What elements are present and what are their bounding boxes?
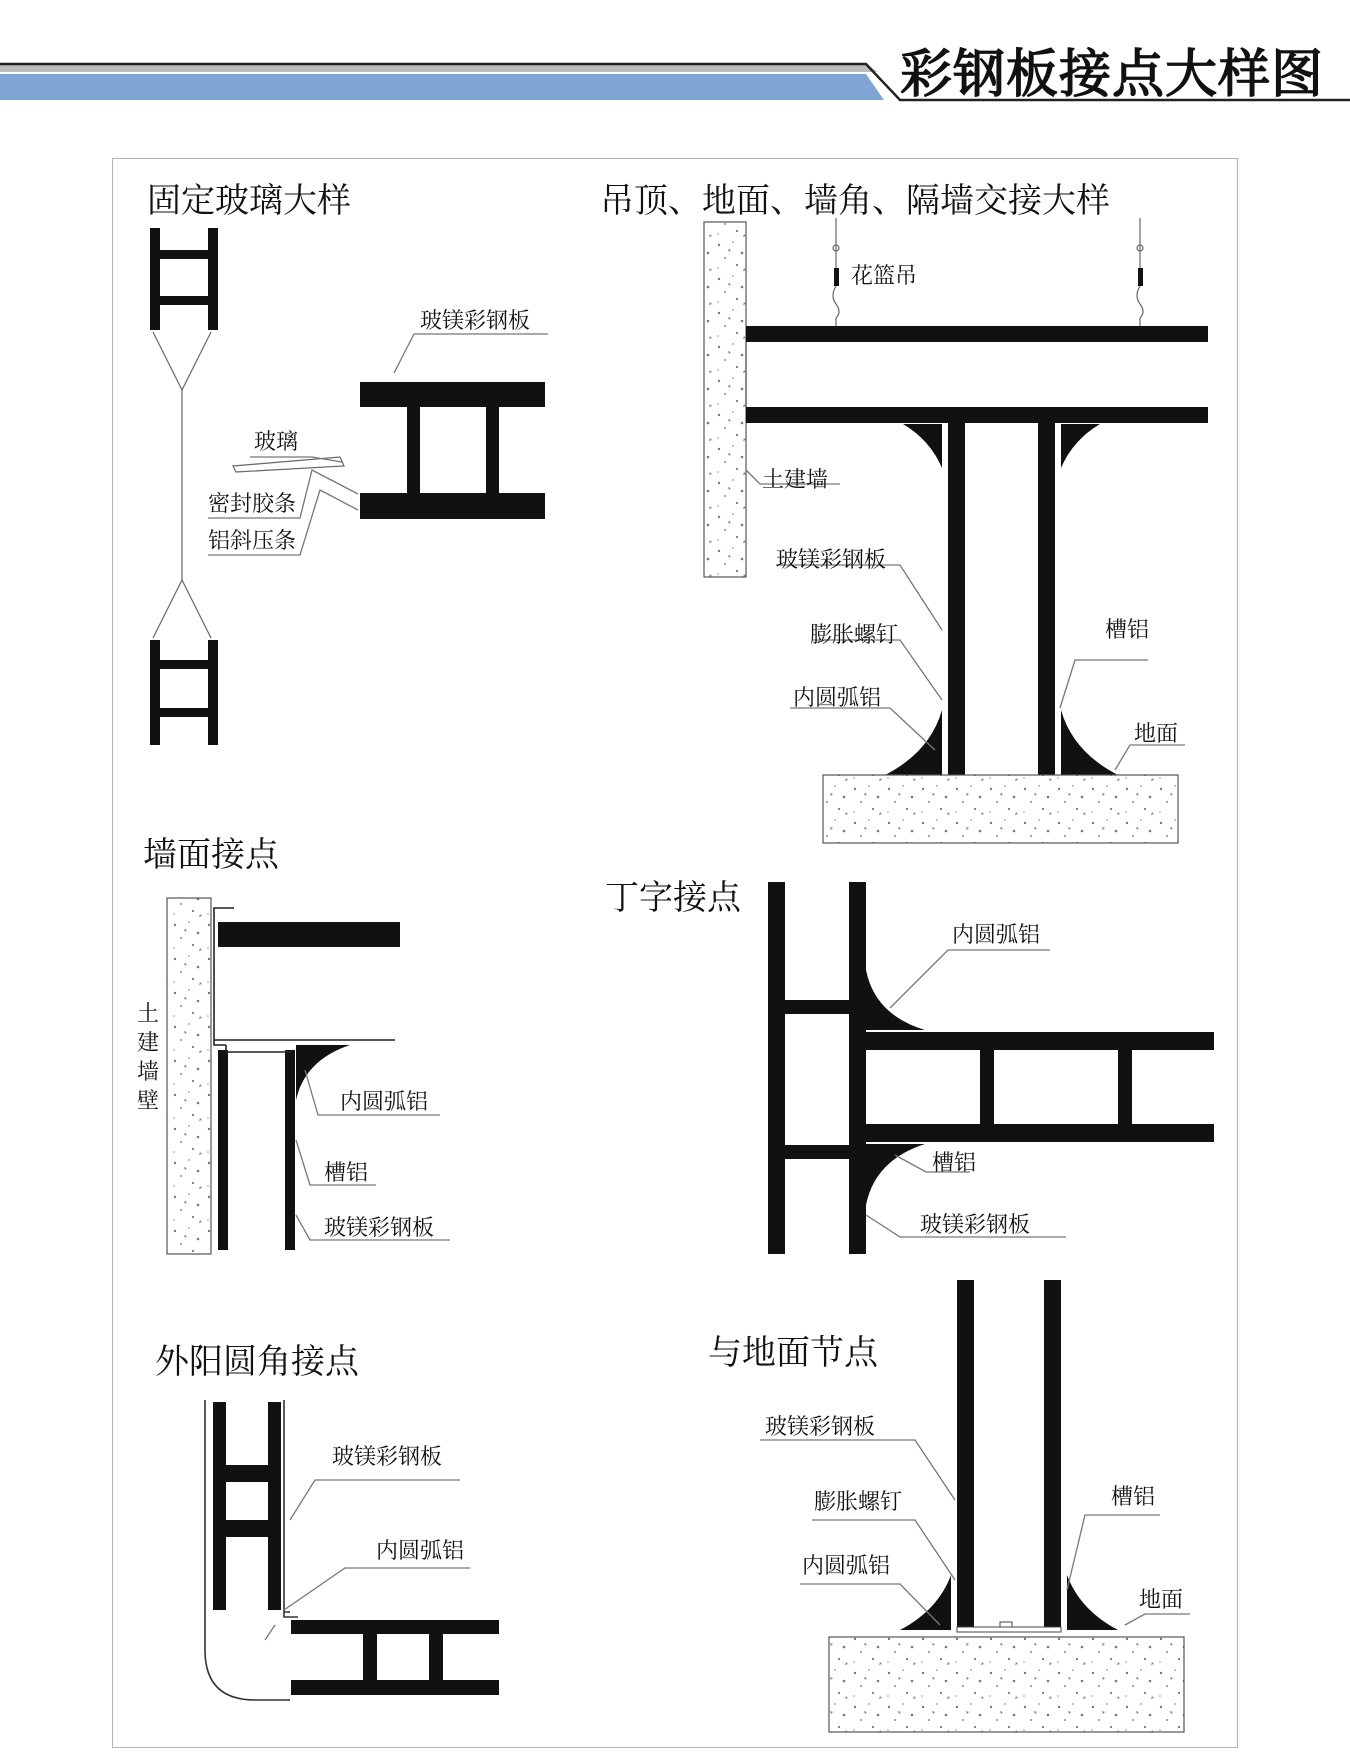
label-expansion-bolt: 膨胀螺钉: [810, 623, 899, 648]
wall-joint-detail: [167, 898, 450, 1254]
label-floor-floor: 地面: [1139, 1588, 1184, 1613]
label-floor-arc: 内圆弧铝: [802, 1554, 891, 1579]
arc-aluminum-ceiling: [903, 424, 1100, 468]
arc-aluminum-floor-right: [1067, 1575, 1118, 1630]
arc-aluminum-t-bottom: [866, 1144, 925, 1205]
floor-node-leaders: [760, 1440, 1190, 1625]
label-ceiling-panel: 玻镁彩钢板: [776, 548, 887, 573]
label-wall-arc: 内圆弧铝: [340, 1090, 429, 1115]
label-t-channel: 槽铝: [932, 1151, 977, 1176]
ceiling-panel-bottom: [746, 407, 1208, 423]
glass-lower-panel: [150, 640, 218, 745]
floor-slab-2: [829, 1637, 1184, 1732]
label-glass: 玻璃: [254, 430, 299, 455]
ceiling-junction-title: 吊顶、地面、墙角、隔墙交接大样: [600, 181, 1110, 221]
fixed-glass-detail: [150, 228, 548, 745]
label-wall-channel: 槽铝: [324, 1161, 369, 1186]
glass-upper-panel: [150, 228, 218, 330]
label-wall-panel: 玻镁彩钢板: [324, 1216, 435, 1241]
t-joint-leaders: [866, 950, 1066, 1237]
civil-wall-2: [167, 898, 211, 1254]
label-civil-wall: 土建墙: [762, 468, 829, 493]
floor-slab: [823, 775, 1178, 843]
label-corner-panel: 玻镁彩钢板: [332, 1445, 443, 1470]
label-seal-strip: 密封胶条: [208, 492, 297, 517]
partition-left-skin: [948, 423, 965, 775]
label-floor-bolt: 膨胀螺钉: [814, 1490, 903, 1515]
glass-panel-section: [360, 382, 545, 519]
label-hanger: 花篮吊: [851, 264, 918, 289]
glass-pane-lines: [153, 332, 211, 638]
t-joint-title: 丁字接点: [605, 878, 741, 918]
arc-aluminum-t-top: [866, 970, 925, 1030]
wall-panel-upper: [218, 922, 400, 947]
label-aluminum-bead: 铝斜压条: [208, 529, 297, 554]
label-floor: 地面: [1134, 722, 1179, 747]
fixed-glass-title: 固定玻璃大样: [147, 181, 351, 221]
label-corner-arc: 内圆弧铝: [376, 1539, 465, 1564]
label-inner-arc-aluminum: 内圆弧铝: [793, 686, 882, 711]
ceiling-panel-top: [746, 326, 1208, 342]
outer-corner-title: 外阳圆角接点: [155, 1342, 359, 1382]
label-channel-aluminum: 槽铝: [1105, 618, 1150, 643]
label-t-panel: 玻镁彩钢板: [920, 1213, 1031, 1238]
label-floor-panel: 玻镁彩钢板: [765, 1415, 876, 1440]
label-floor-channel: 槽铝: [1111, 1485, 1156, 1510]
floor-runner: [957, 1627, 1061, 1632]
arc-aluminum-floor: [885, 710, 1118, 775]
label-t-arc: 内圆弧铝: [952, 923, 1041, 948]
label-glass-panel: 玻镁彩钢板: [420, 309, 531, 334]
ceiling-junction-detail: [704, 218, 1208, 843]
wall-joint-title: 墙面接点: [143, 835, 279, 875]
wall-panel-lower-right: [285, 1050, 295, 1250]
label-civil-wall-vertical: 土建墙壁: [137, 1002, 160, 1115]
floor-node-title: 与地面节点: [708, 1333, 878, 1373]
civil-wall: [704, 222, 746, 577]
arc-aluminum-floor-left: [900, 1575, 951, 1630]
partition-right-skin: [1038, 423, 1055, 775]
page-title: 彩钢板接点大样图: [900, 45, 1325, 105]
wall-panel-lower-left: [218, 1050, 228, 1250]
